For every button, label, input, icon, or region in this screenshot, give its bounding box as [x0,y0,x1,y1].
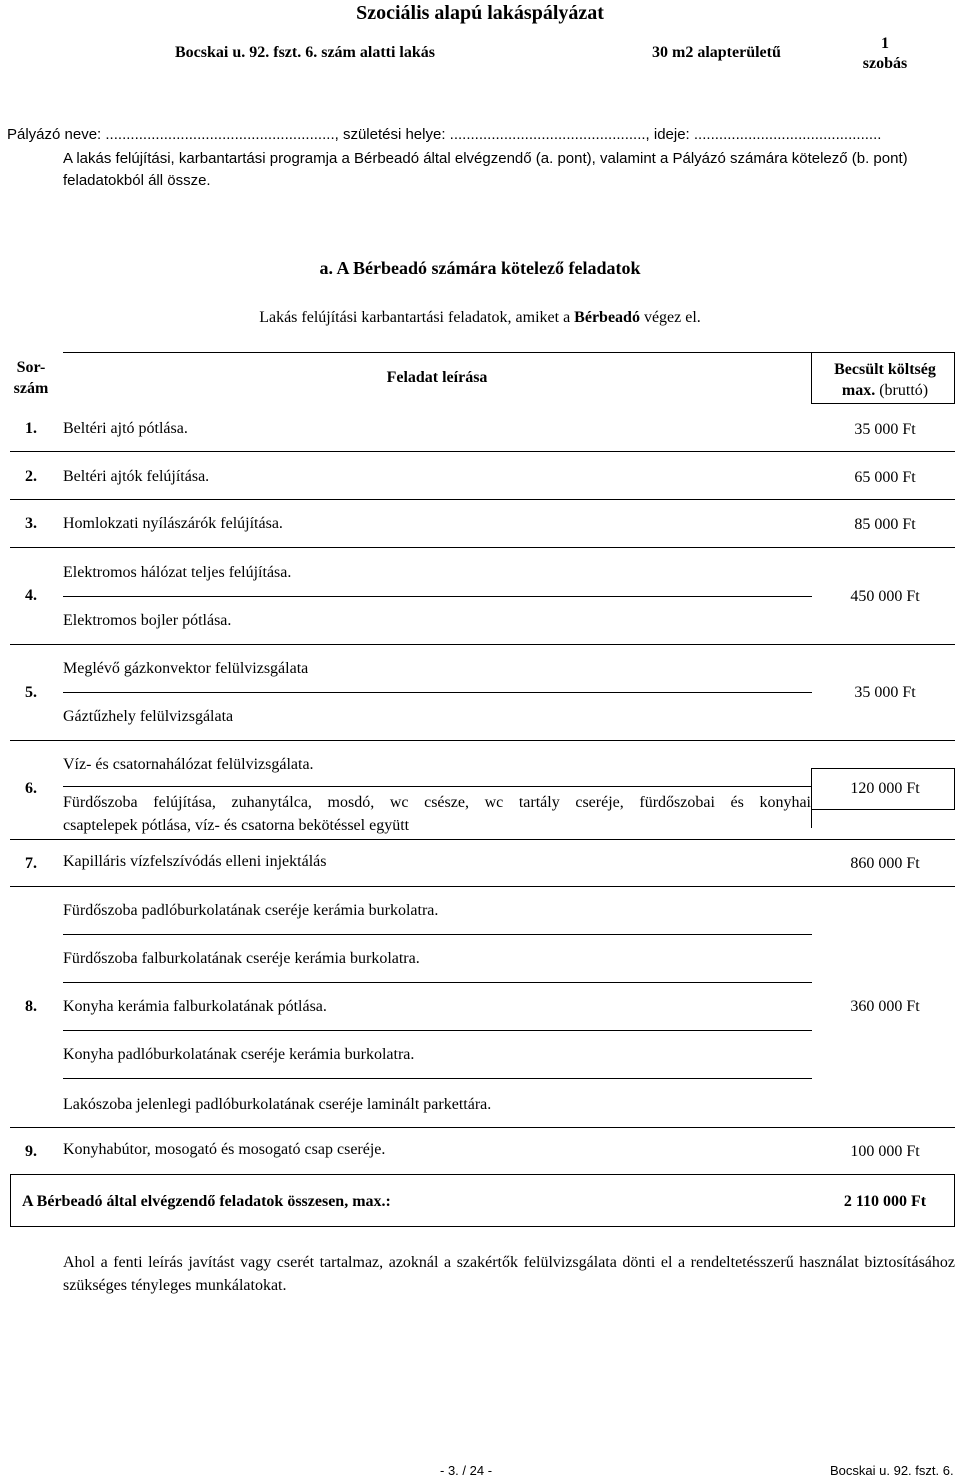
table-header-right-border [954,352,955,404]
row-2-task: Beltéri ajtók felújítása. [63,468,210,485]
total-left-border [10,1175,11,1227]
row-8-task-4: Konyha padlóburkolatának cseréje kerámia burkolatra. [63,1046,415,1063]
total-value: 2 110 000 Ft [843,1193,927,1210]
column-header-number [11,357,51,399]
flat-area: 30 m2 alapterületű [652,44,781,61]
table-header-top-border [63,352,812,353]
row-2-cost: 65 000 Ft [854,469,916,486]
subtitle-bold: Bérbeadó [574,309,640,326]
row-4-bottom-border [10,644,955,645]
section-heading: a. A Bérbeadó számára kötelező feladatok [319,258,641,278]
row-6-cost-right-border [954,768,955,810]
row-2-number: 2. [25,468,37,485]
applicant-line: Pályázó neve: ......................................................., születési helye: ..............................................., ideje: ............................................. [7,126,882,143]
row-8-bottom-border [10,1127,955,1128]
row-8-cost: 360 000 Ft [850,998,920,1015]
room-count-label: szobás [862,55,908,72]
row-1-cost: 35 000 Ft [854,421,916,438]
row-1-bottom-border [10,451,955,452]
row-8-inner-border-2 [63,982,812,983]
row-6-task-2: Fürdőszoba felújítása, zuhanytálca, mosdó, wc csésze, wc tartály cseréje, fürdőszobai és konyhai [63,794,811,811]
row-5-bottom-border [10,740,955,741]
row-8-task-2: Fürdőszoba falburkolatának cseréje kerámia burkolatra. [63,950,420,967]
subtitle-prefix: Lakás felújítási karbantartási feladatok, amiket a [259,309,575,326]
row-6-cost: 120 000 Ft [850,780,920,797]
room-count-number: 1 [881,35,889,52]
row-8-inner-border-4 [63,1078,812,1079]
row-3-task: Homlokzati nyílászárók felújítása. [63,515,283,532]
row-4-task-1: Elektromos hálózat teljes felújítása. [63,564,292,581]
table-header-cost-bottom-border [812,403,955,404]
row-5-task-1: Meglévő gázkonvektor felülvizsgálata [63,660,309,677]
row-8-task-5: Lakószoba jelenlegi padlóburkolatának cseréje laminált parkettára. [63,1096,492,1113]
table-header-divider [811,352,812,404]
row-6-task-3: csaptelepek pótlása, víz- és csatorna bekötéssel együtt [63,817,410,834]
row-3-number: 3. [25,515,37,532]
row-5-inner-border [63,692,812,693]
row-9-number: 9. [25,1143,37,1160]
footnote-paragraph: Ahol a fenti leírás javítást vagy cserét tartalmaz, azoknál a szakértők felülvizsgálata dönti el a rendeltetésszerű használat biztosításához szükséges tényleges munkálatokat. [63,1254,955,1294]
row-1-number: 1. [25,420,37,437]
row-4-task-2: Elektromos bojler pótlása. [63,612,232,629]
row-6-inner-border [63,786,812,787]
table-header-cost-top-border [812,352,955,353]
row-7-cost: 860 000 Ft [850,855,920,872]
column-header-cost-line1: Becsült költség [834,361,936,378]
row-7-task: Kapilláris vízfelszívódás elleni injektálás [63,853,327,870]
row-9-bottom-border [10,1174,955,1175]
row-8-task-3: Konyha kerámia falburkolatának pótlása. [63,998,327,1015]
row-6-cost-bottom-border [812,809,955,810]
total-label: A Bérbeadó által elvégzendő feladatok összesen, max.: [22,1193,391,1210]
column-header-task: Feladat leírása [386,369,488,386]
row-8-task-1: Fürdőszoba padlóburkolatának cseréje kerámia burkolatra. [63,902,439,919]
column-header-cost-max: max. [841,382,876,399]
row-5-cost: 35 000 Ft [854,684,916,701]
row-2-bottom-border [10,499,955,500]
row-9-task: Konyhabútor, mosogató és mosogató csap cseréje. [63,1141,386,1158]
row-8-number: 8. [25,998,37,1015]
row-5-task-2: Gáztűzhely felülvizsgálata [63,708,234,725]
column-header-number-line1: Sor- [16,359,46,376]
row-6-cost-top-border [812,768,955,769]
row-3-bottom-border [10,547,955,548]
row-1-task: Beltéri ajtó pótlása. [63,420,188,437]
row-7-number: 7. [25,855,37,872]
page-number: - 3. / 24 - [440,1463,493,1478]
total-bottom-border [10,1226,955,1227]
page-title: Szociális alapú lakáspályázat [356,2,604,24]
row-3-cost: 85 000 Ft [854,516,916,533]
intro-paragraph: A lakás felújítási, karbantartási programja a Bérbeadó által elvégzendő (a. pont), valamint a Pályázó számára kötelező (b. pont) feladatokból áll össze. [63,150,908,189]
row-6-number: 6. [25,780,37,797]
row-4-cost: 450 000 Ft [850,588,920,605]
row-7-bottom-border [10,886,955,887]
room-count [860,34,910,74]
row-5-number: 5. [25,684,37,701]
row-9-cost: 100 000 Ft [850,1143,920,1160]
column-header-number-line2: szám [13,380,49,397]
column-header-cost [815,359,955,401]
section-subtitle [0,309,960,327]
row-4-number: 4. [25,587,37,604]
row-6-bottom-border [10,839,955,840]
footer-address: Bocskai u. 92. fszt. 6. [830,1463,954,1478]
column-header-cost-gross: (bruttó) [875,382,929,399]
subtitle-suffix: végez el. [639,309,701,326]
row-4-inner-border [63,596,812,597]
row-6-task-1: Víz- és csatornahálózat felülvizsgálata. [63,756,314,773]
row-8-inner-border-1 [63,934,812,935]
flat-address: Bocskai u. 92. fszt. 6. szám alatti lakás [175,44,435,61]
row-6-cost-divider [811,768,812,828]
row-8-inner-border-3 [63,1030,812,1031]
column-header-cost-line2 [815,380,955,401]
